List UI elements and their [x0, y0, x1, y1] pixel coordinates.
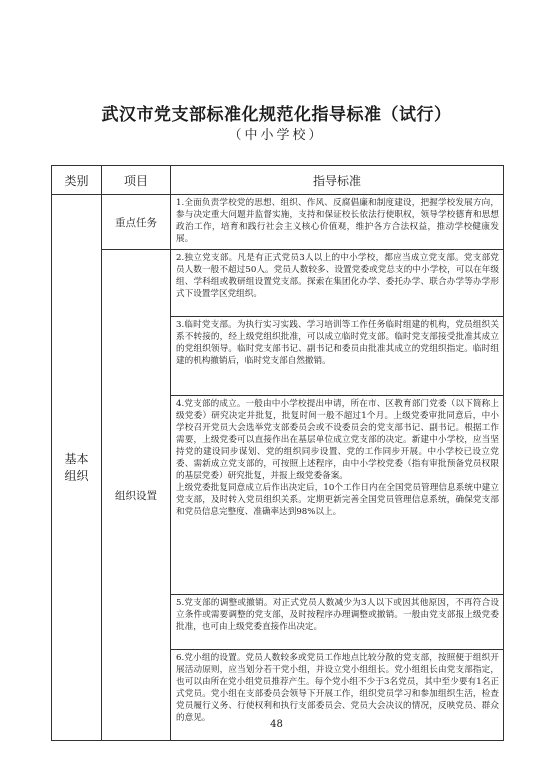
- page-number: 48: [270, 719, 283, 730]
- column-header-item: 项目: [102, 166, 171, 195]
- standard-row-5: 5.党支部的调整或撤销。对正式党员人数减少为3人以下或因其他原因，不再符合设立条件或需要调整的党支部，及时按程序办理调整或撤销。一般由党支部报上级党委批准，也可由上级党委直接作出决定。: [171, 595, 504, 650]
- standard-row-6: 6.党小组的设置。党员人数较多或党员工作地点比较分散的党支部，按照便于组织开展活动原则，应当划分若干党小组，并设立党小组组长。党小组组长由党支部指定，也可以由所在党小组党员推荐产生。每个党小组不少于3名党员，其中至少要有1名正式党员。党小组在支部委员会领导下开展工作，组织党员学习和参加组织生活，检查党员履行义务、行使权利和执行支部委员会、党员大会决议的情况，反映党员、群众的意见。: [171, 650, 504, 741]
- item-key-tasks: 重点任务: [102, 195, 171, 250]
- standard-row-4: 4.党支部的成立。一般由中小学校提出申请，所在市、区教育部门党委（以下简称上级党委）研究决定并批复，批复时间一般不超过1个月。上级党委审批同意后，中小学校召开党员大会选举党支部委员会或不设委员会的党支部书记、副书记。根据工作需要，上级党委可以直接作出在基层单位成立党支部的决定。新建中小学校，应当坚持党的建设同步谋划、党的组织同步设置、党的工作同步开展。中小学校已设立党委、需新成立党支部的，可按照上述程序，由中小学校党委（指有审批预备党员权限的基层党委）研究批复，并报上级党委备案。 上级党委批复同意成立后作出决定后，10个工作日内在全国党员管理信息系统中建立党支部，及时转入党员组织关系。定期更新完善全国党员管理信息系统，确保党支部和党员信息完整度、准确率达到98%以上。: [171, 396, 504, 595]
- item-org-setup: 组织设置: [102, 250, 171, 741]
- standard-row-2: 2.独立党支部。凡是有正式党员3人以上的中小学校，都应当成立党支部。党支部党员人数一般不超过50人。党员人数较多、设置党委或党总支的中小学校，可以在年级组、学科组或教研组设置党支部。探索在集团化办学、委托办学、联合办学等办学形式下设置学区党组织。: [171, 250, 504, 317]
- standard-row-3: 3.临时党支部。为执行实习实践、学习培训等工作任务临时组建的机构，党员组织关系不转接的，经上级党组织批准，可以成立临时党支部。临时党支部接受批准其成立的党组织领导。临时党支部书记、副书记和委员由批准其成立的党组织指定。临时组建的机构撤销后，临时党支部自然撤销。: [171, 317, 504, 396]
- category-cell: 基本 组织: [52, 195, 102, 741]
- standards-table: [51, 165, 504, 741]
- standard-row-1: 1.全面负责学校党的思想、组织、作风、反腐倡廉和制度建设，把握学校发展方向，参与决定重大问题并监督实施，支持和保证校长依法行使职权，领导学校德育和思想政治工作，培育和践行社会主义核心价值观，维护各方合法权益，推动学校健康发展。: [171, 195, 504, 250]
- table-row: [52, 195, 504, 250]
- column-header-standard: 指导标准: [171, 166, 504, 195]
- table-header-row: [52, 166, 504, 195]
- page-title: 武汉市党支部标准化规范化指导标准（试行）: [101, 105, 452, 125]
- page-subtitle: （中小学校）: [228, 128, 325, 143]
- column-header-category: 类别: [52, 166, 102, 195]
- table-row: [52, 250, 504, 317]
